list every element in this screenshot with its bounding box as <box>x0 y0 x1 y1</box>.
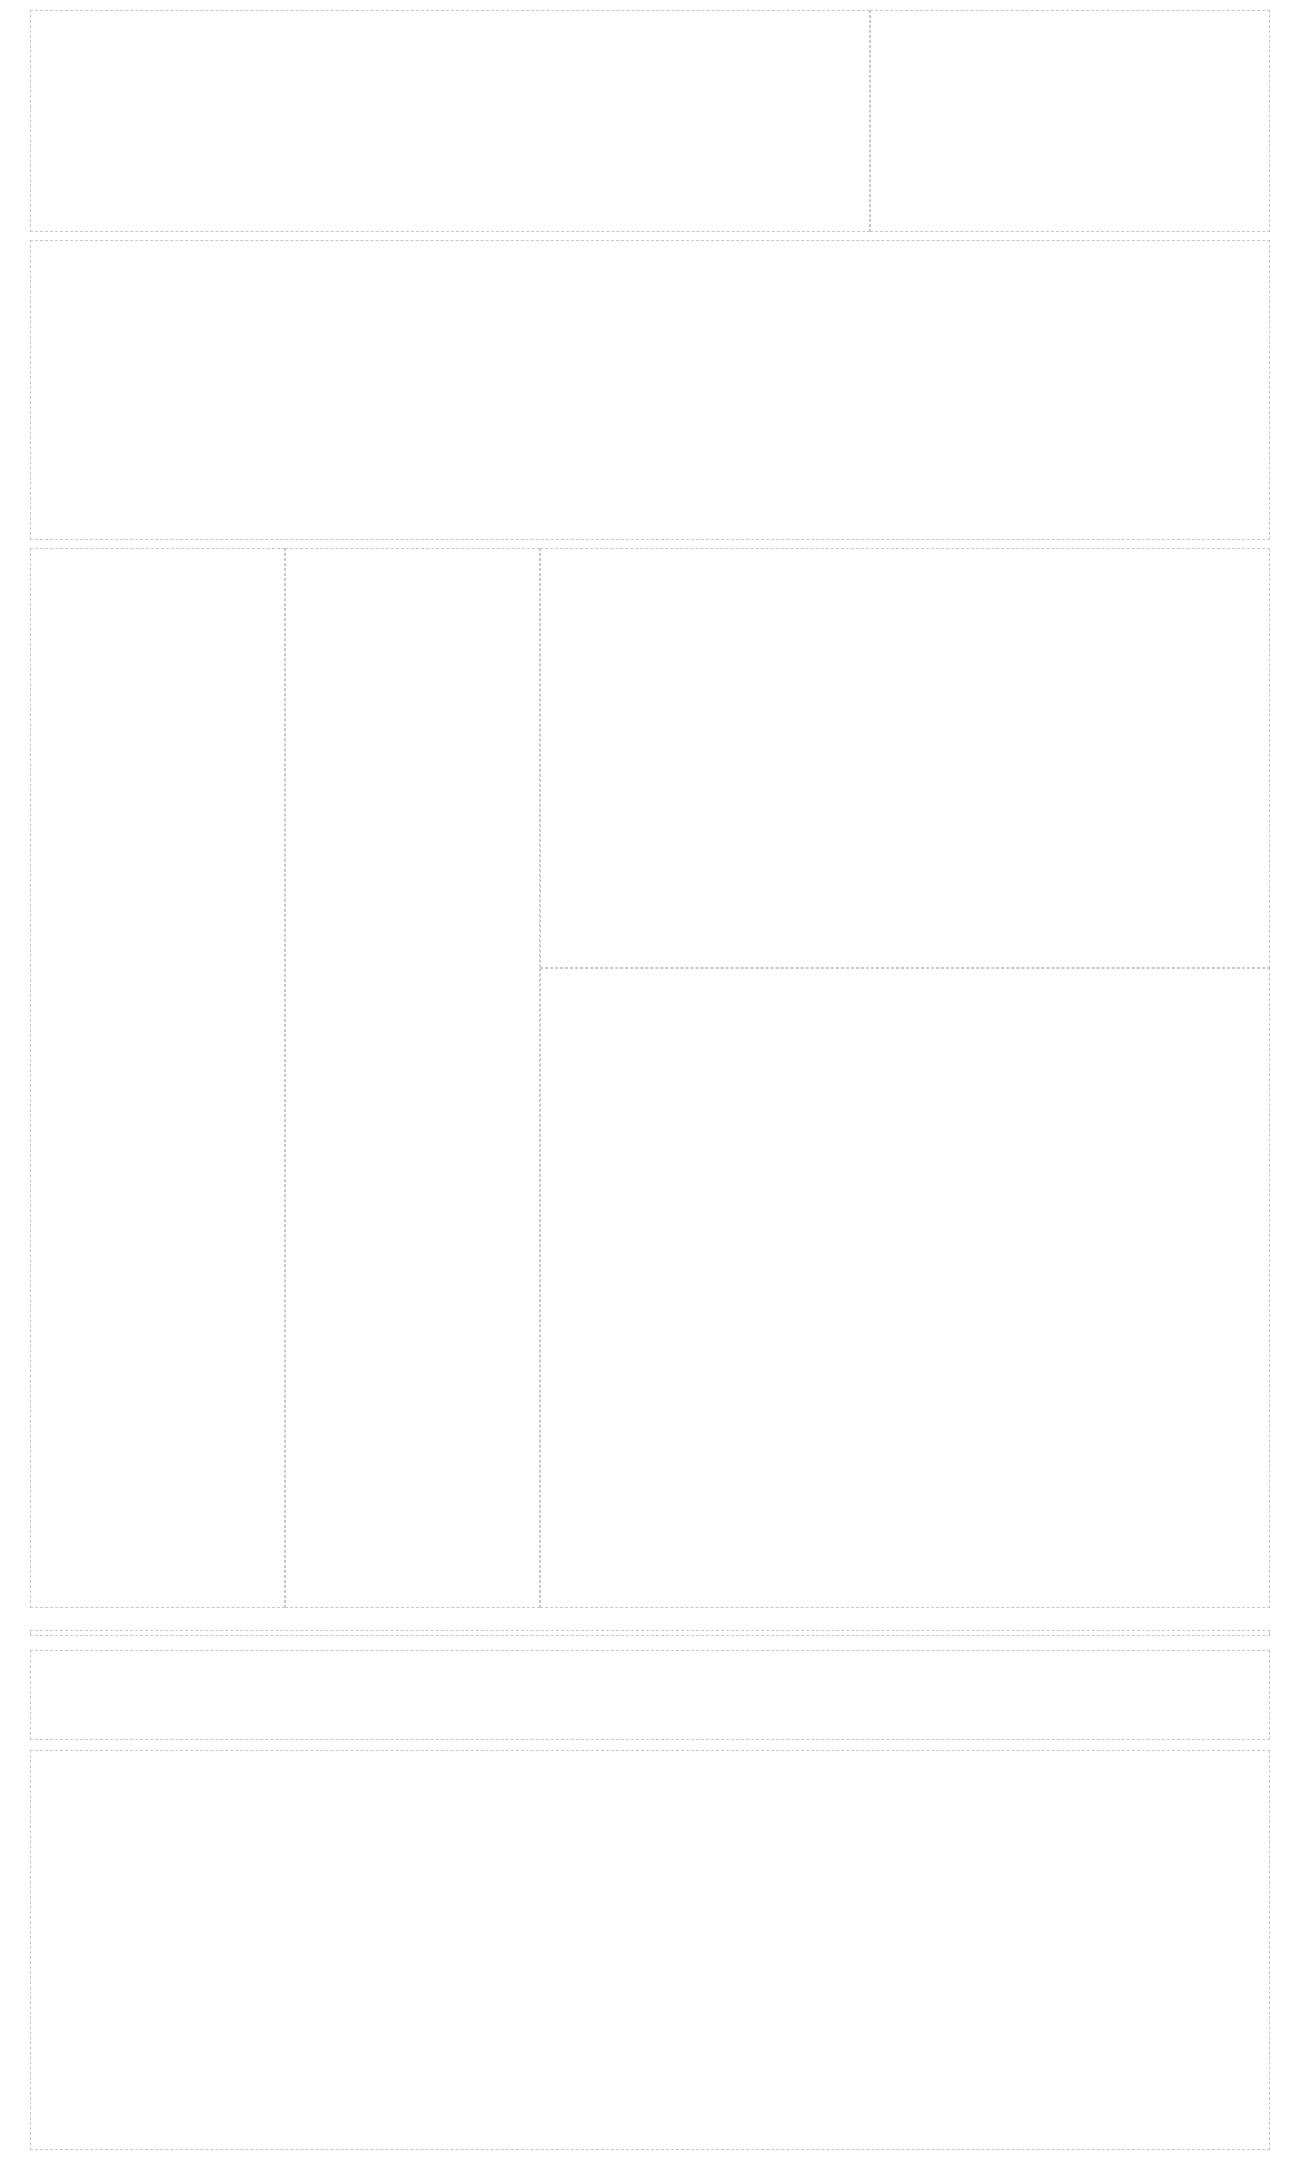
left-column-region <box>30 548 285 1608</box>
section-divider <box>30 1630 1270 1636</box>
second-story-headline-region <box>30 1650 1270 1740</box>
middle-column-region <box>285 548 540 1608</box>
masthead-region <box>30 10 870 232</box>
second-story-body-region <box>30 1750 1270 2150</box>
intro-box-region <box>870 10 1270 232</box>
ship-photo-region <box>540 548 1270 968</box>
main-headline-region <box>30 240 1270 540</box>
right-column-region <box>540 968 1270 1608</box>
